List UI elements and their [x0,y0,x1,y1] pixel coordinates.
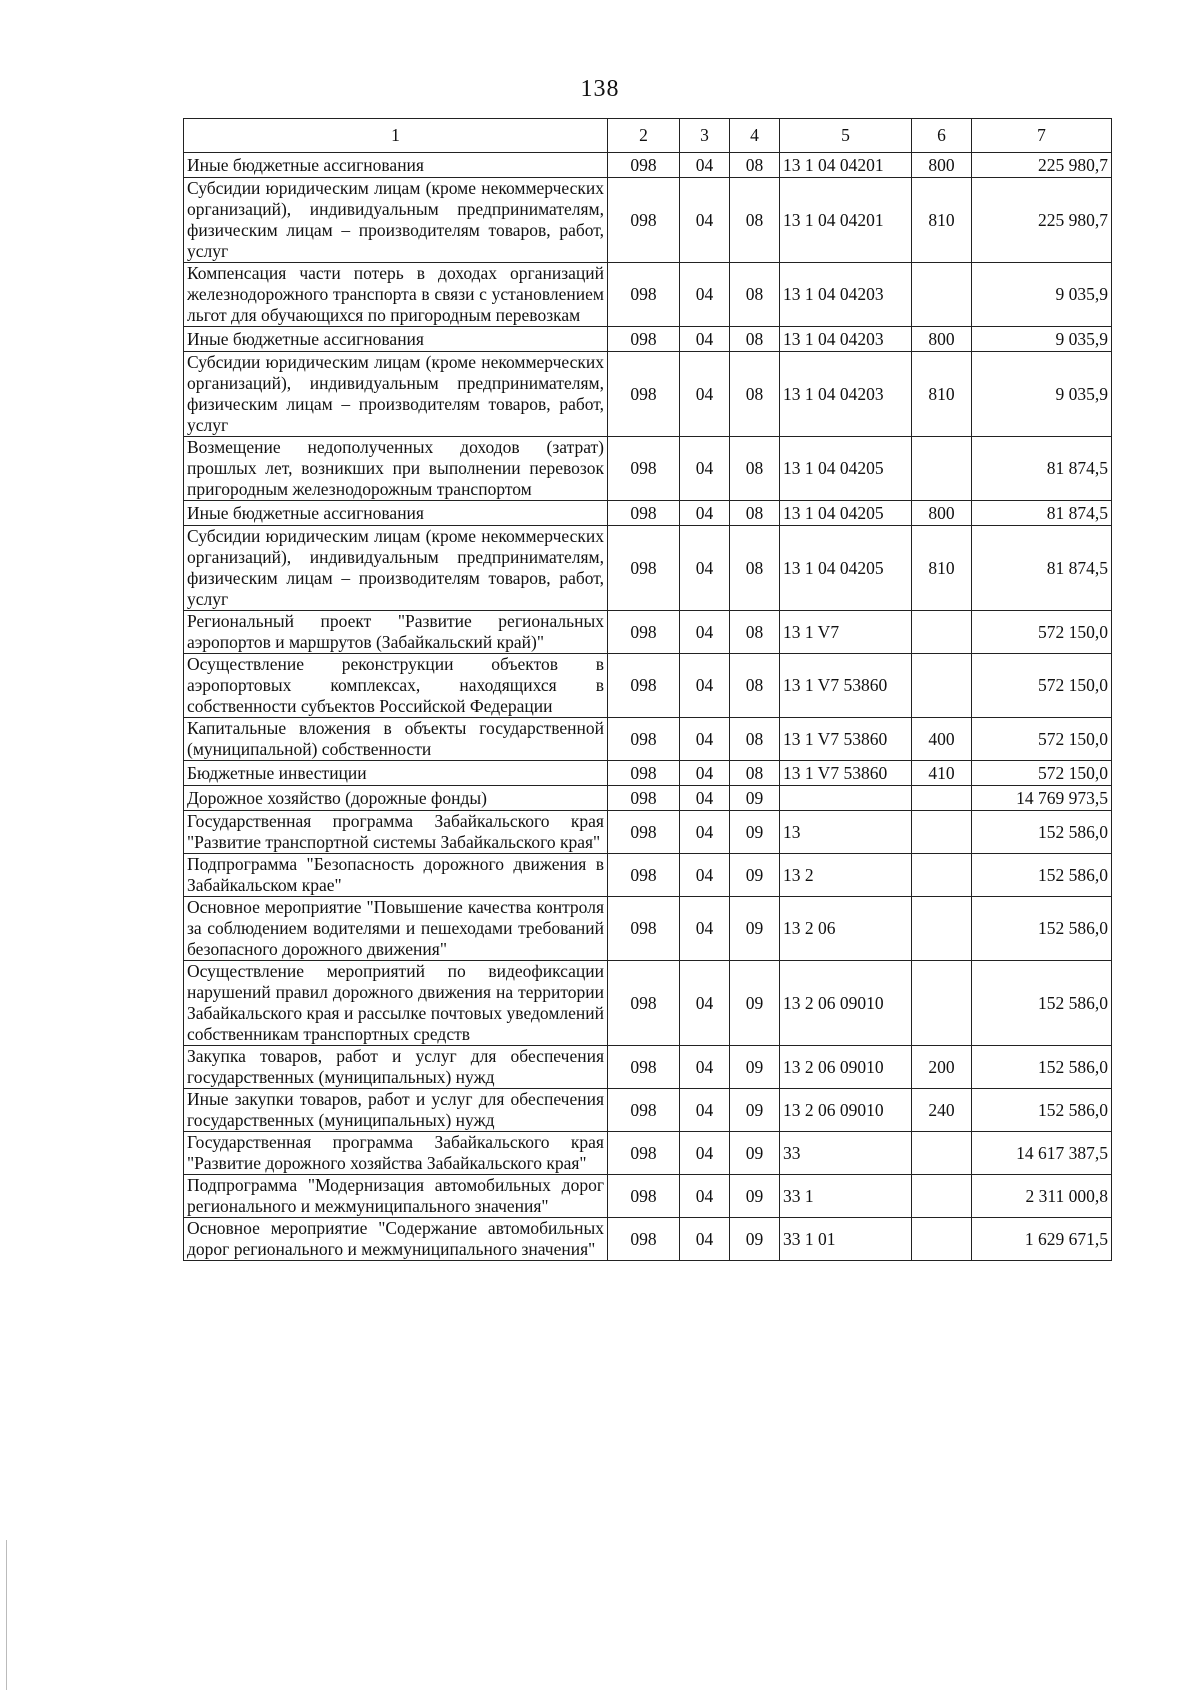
row-expense-type-code: 400 [912,718,972,761]
row-name: Субсидии юридическим лицам (кроме некоммерческих организаций), индивидуальным предпринимателям, физическим лицам – производителям товаров, работ, услуг [184,526,608,611]
row-target-article-code: 13 1 V7 53860 [780,761,912,786]
row-section-code: 04 [680,811,730,854]
column-header: 2 [608,119,680,153]
row-amount: 572 150,0 [972,718,1112,761]
row-amount: 225 980,7 [972,178,1112,263]
row-subsection-code: 08 [730,718,780,761]
table-row [184,854,1112,897]
row-amount: 9 035,9 [972,352,1112,437]
row-amount: 81 874,5 [972,526,1112,611]
row-subsection-code: 08 [730,611,780,654]
row-amount: 152 586,0 [972,854,1112,897]
row-name: Подпрограмма "Модернизация автомобильных дорог регионального и межмуниципального значения" [184,1175,608,1218]
row-expense-type-code [912,786,972,811]
table-row [184,897,1112,961]
row-target-article-code: 13 1 V7 53860 [780,718,912,761]
row-target-article-code: 13 1 04 04205 [780,526,912,611]
row-section-code: 04 [680,526,730,611]
row-expense-type-code: 200 [912,1046,972,1089]
row-name: Дорожное хозяйство (дорожные фонды) [184,786,608,811]
row-expense-type-code [912,437,972,501]
row-target-article-code: 13 2 [780,854,912,897]
row-ministry-code: 098 [608,1218,680,1261]
row-name: Компенсация части потерь в доходах организаций железнодорожного транспорта в связи с установлением льгот для обучающихся по пригородным перевозкам [184,263,608,327]
column-header: 6 [912,119,972,153]
column-header: 1 [184,119,608,153]
row-ministry-code: 098 [608,437,680,501]
row-ministry-code: 098 [608,1175,680,1218]
row-name: Возмещение недополученных доходов (затрат) прошлых лет, возникших при выполнении перевозок пригородным железнодорожным транспортом [184,437,608,501]
table-row [184,526,1112,611]
row-ministry-code: 098 [608,897,680,961]
row-subsection-code: 08 [730,352,780,437]
row-section-code: 04 [680,1046,730,1089]
row-expense-type-code [912,897,972,961]
row-expense-type-code: 800 [912,501,972,526]
table-row [184,1132,1112,1175]
row-section-code: 04 [680,352,730,437]
row-expense-type-code: 810 [912,352,972,437]
row-expense-type-code: 240 [912,1089,972,1132]
row-ministry-code: 098 [608,263,680,327]
row-target-article-code: 13 1 04 04203 [780,352,912,437]
row-target-article-code: 33 [780,1132,912,1175]
row-ministry-code: 098 [608,327,680,352]
row-name: Осуществление реконструкции объектов в аэропортовых комплексах, находящихся в собственности субъектов Российской Федерации [184,654,608,718]
row-name: Осуществление мероприятий по видеофиксации нарушений правил дорожного движения на территории Забайкальского края и рассылке почтовых уведомлений собственникам транспортных средств [184,961,608,1046]
budget-table [183,118,1112,1261]
scan-edge-left [6,1540,7,1690]
row-section-code: 04 [680,1089,730,1132]
row-subsection-code: 09 [730,854,780,897]
row-name: Государственная программа Забайкальского края "Развитие транспортной системы Забайкальского края" [184,811,608,854]
row-ministry-code: 098 [608,761,680,786]
table-row [184,811,1112,854]
row-target-article-code: 13 2 06 09010 [780,1089,912,1132]
row-name: Региональный проект "Развитие региональных аэропортов и маршрутов (Забайкальский край)" [184,611,608,654]
row-expense-type-code [912,263,972,327]
row-subsection-code: 08 [730,501,780,526]
row-subsection-code: 08 [730,761,780,786]
row-target-article-code: 13 1 04 04203 [780,263,912,327]
row-ministry-code: 098 [608,352,680,437]
row-subsection-code: 09 [730,811,780,854]
row-subsection-code: 09 [730,897,780,961]
table-row [184,718,1112,761]
row-target-article-code: 13 1 V7 [780,611,912,654]
table-row [184,437,1112,501]
row-ministry-code: 098 [608,153,680,178]
row-section-code: 04 [680,786,730,811]
row-amount: 2 311 000,8 [972,1175,1112,1218]
table-row [184,501,1112,526]
row-amount: 152 586,0 [972,811,1112,854]
row-section-code: 04 [680,153,730,178]
row-subsection-code: 08 [730,437,780,501]
table-row [184,352,1112,437]
row-amount: 9 035,9 [972,263,1112,327]
row-subsection-code: 08 [730,263,780,327]
row-amount: 225 980,7 [972,153,1112,178]
table-row [184,263,1112,327]
row-target-article-code: 13 1 04 04201 [780,178,912,263]
row-target-article-code: 13 1 04 04205 [780,501,912,526]
row-subsection-code: 09 [730,1132,780,1175]
row-name: Государственная программа Забайкальского края "Развитие дорожного хозяйства Забайкальского края" [184,1132,608,1175]
row-expense-type-code [912,961,972,1046]
row-target-article-code: 13 1 04 04201 [780,153,912,178]
row-section-code: 04 [680,178,730,263]
row-name: Субсидии юридическим лицам (кроме некоммерческих организаций), индивидуальным предпринимателям, физическим лицам – производителям товаров, работ, услуг [184,178,608,263]
row-ministry-code: 098 [608,526,680,611]
row-name: Подпрограмма "Безопасность дорожного движения в Забайкальском крае" [184,854,608,897]
row-name: Иные бюджетные ассигнования [184,153,608,178]
row-section-code: 04 [680,327,730,352]
row-target-article-code: 13 1 04 04205 [780,437,912,501]
row-section-code: 04 [680,961,730,1046]
row-ministry-code: 098 [608,961,680,1046]
row-section-code: 04 [680,897,730,961]
row-target-article-code [780,786,912,811]
row-amount: 572 150,0 [972,761,1112,786]
row-section-code: 04 [680,654,730,718]
row-section-code: 04 [680,437,730,501]
table-row [184,786,1112,811]
row-name: Бюджетные инвестиции [184,761,608,786]
row-amount: 572 150,0 [972,654,1112,718]
row-target-article-code: 13 2 06 09010 [780,1046,912,1089]
row-name: Иные бюджетные ассигнования [184,501,608,526]
table-row [184,654,1112,718]
row-amount: 572 150,0 [972,611,1112,654]
row-expense-type-code [912,611,972,654]
row-ministry-code: 098 [608,501,680,526]
row-subsection-code: 09 [730,1218,780,1261]
table-row [184,761,1112,786]
row-amount: 1 629 671,5 [972,1218,1112,1261]
row-subsection-code: 08 [730,654,780,718]
row-subsection-code: 09 [730,1175,780,1218]
row-name: Основное мероприятие "Повышение качества контроля за соблюдением водителями и пешеходами требований безопасного дорожного движения" [184,897,608,961]
column-header: 7 [972,119,1112,153]
row-section-code: 04 [680,1132,730,1175]
row-name: Иные бюджетные ассигнования [184,327,608,352]
row-amount: 152 586,0 [972,1089,1112,1132]
row-expense-type-code: 800 [912,327,972,352]
row-ministry-code: 098 [608,718,680,761]
row-name: Субсидии юридическим лицам (кроме некоммерческих организаций), индивидуальным предпринимателям, физическим лицам – производителям товаров, работ, услуг [184,352,608,437]
row-amount: 14 617 387,5 [972,1132,1112,1175]
row-expense-type-code: 810 [912,526,972,611]
row-amount: 9 035,9 [972,327,1112,352]
row-amount: 152 586,0 [972,1046,1112,1089]
column-header: 5 [780,119,912,153]
row-subsection-code: 08 [730,526,780,611]
row-ministry-code: 098 [608,786,680,811]
row-amount: 81 874,5 [972,437,1112,501]
row-ministry-code: 098 [608,1046,680,1089]
row-expense-type-code [912,854,972,897]
row-target-article-code: 33 1 [780,1175,912,1218]
table-row [184,1175,1112,1218]
column-header: 3 [680,119,730,153]
row-section-code: 04 [680,718,730,761]
table-row [184,153,1112,178]
row-ministry-code: 098 [608,178,680,263]
table-row [184,1218,1112,1261]
row-section-code: 04 [680,854,730,897]
row-section-code: 04 [680,263,730,327]
row-ministry-code: 098 [608,1132,680,1175]
row-name: Закупка товаров, работ и услуг для обеспечения государственных (муниципальных) нужд [184,1046,608,1089]
row-amount: 152 586,0 [972,897,1112,961]
row-ministry-code: 098 [608,1089,680,1132]
column-header: 4 [730,119,780,153]
row-subsection-code: 08 [730,153,780,178]
row-section-code: 04 [680,1175,730,1218]
row-subsection-code: 09 [730,1046,780,1089]
row-expense-type-code [912,1175,972,1218]
row-expense-type-code [912,1218,972,1261]
row-subsection-code: 09 [730,786,780,811]
row-target-article-code: 13 1 04 04203 [780,327,912,352]
table-row [184,611,1112,654]
table-row [184,961,1112,1046]
row-target-article-code: 13 1 V7 53860 [780,654,912,718]
table-header-row [184,119,1112,153]
table-row [184,1046,1112,1089]
row-ministry-code: 098 [608,811,680,854]
row-amount: 152 586,0 [972,961,1112,1046]
row-subsection-code: 08 [730,327,780,352]
row-expense-type-code [912,811,972,854]
row-section-code: 04 [680,611,730,654]
row-expense-type-code: 410 [912,761,972,786]
table-row [184,178,1112,263]
row-amount: 14 769 973,5 [972,786,1112,811]
row-target-article-code: 13 2 06 09010 [780,961,912,1046]
row-expense-type-code: 810 [912,178,972,263]
table-row [184,327,1112,352]
row-target-article-code: 13 [780,811,912,854]
row-amount: 81 874,5 [972,501,1112,526]
row-subsection-code: 09 [730,961,780,1046]
row-section-code: 04 [680,1218,730,1261]
row-name: Иные закупки товаров, работ и услуг для обеспечения государственных (муниципальных) нужд [184,1089,608,1132]
row-section-code: 04 [680,761,730,786]
row-expense-type-code: 800 [912,153,972,178]
row-subsection-code: 08 [730,178,780,263]
row-ministry-code: 098 [608,654,680,718]
page-number: 138 [580,76,620,102]
row-ministry-code: 098 [608,611,680,654]
table-row [184,1089,1112,1132]
row-section-code: 04 [680,501,730,526]
row-expense-type-code [912,1132,972,1175]
row-name: Основное мероприятие "Содержание автомобильных дорог регионального и межмуниципального значения" [184,1218,608,1261]
row-target-article-code: 13 2 06 [780,897,912,961]
row-name: Капитальные вложения в объекты государственной (муниципальной) собственности [184,718,608,761]
row-ministry-code: 098 [608,854,680,897]
row-target-article-code: 33 1 01 [780,1218,912,1261]
row-subsection-code: 09 [730,1089,780,1132]
row-expense-type-code [912,654,972,718]
